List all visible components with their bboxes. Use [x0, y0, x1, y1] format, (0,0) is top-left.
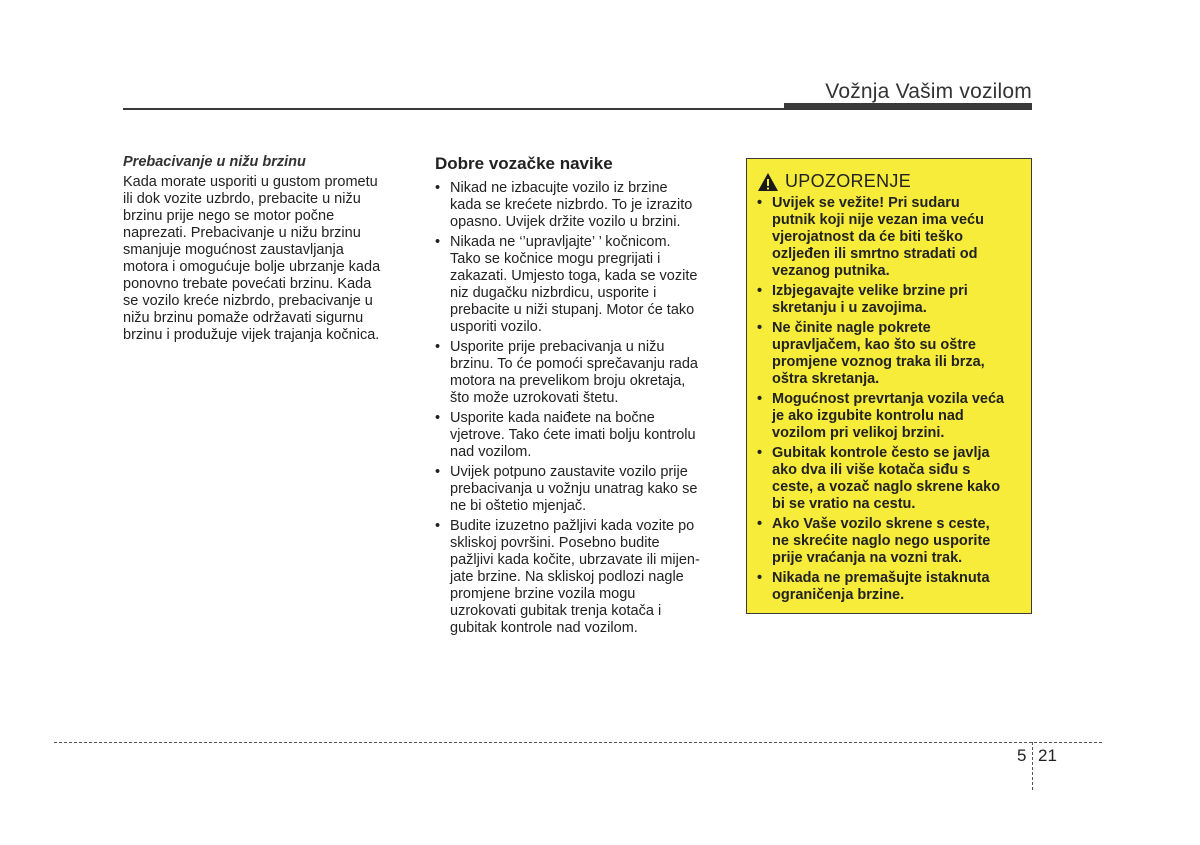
- header-rule-accent: [784, 103, 1032, 109]
- bullet-icon: •: [435, 234, 441, 250]
- bullet-icon: •: [435, 339, 441, 355]
- list-item: • Usporite prije prebacivanja u nižu brzinu. To će pomoći sprečavanju rada motora na prevelikom broju okretaja, što može uzrokovati štetu.: [435, 339, 698, 406]
- page-header-title: Vožnja Vašim vozilom: [825, 80, 1032, 103]
- middle-heading: Dobre vozačke navike: [435, 154, 613, 173]
- warning-triangle-icon: [757, 172, 779, 192]
- bullet-icon: •: [435, 180, 441, 196]
- bullet-icon: •: [757, 283, 763, 299]
- warning-list: [757, 195, 1021, 604]
- bullet-icon: •: [757, 195, 763, 211]
- list-item: • Nikada ne premašujte istaknuta ograničenja brzine.: [757, 570, 990, 603]
- footer-divider: [54, 742, 1102, 743]
- left-column: [123, 154, 413, 344]
- bullet-icon: •: [757, 320, 763, 336]
- bullet-icon: •: [757, 391, 763, 407]
- list-item: • Nikad ne izbacujte vozilo iz brzine kada se krećete nizbrdo. To je izrazito opasno. Uvijek držite vozilo u brzini.: [435, 180, 693, 230]
- list-item: • Nikada ne ‘’upravljajte’ ’ kočnicom. Tako se kočnice mogu pregrijati i zakazati. Umjesto toga, kada se vozite niz dugačku nizbrdicu, usporite i prebacite u niži stupanj. Motor će tako usporiti vozilo.: [435, 234, 698, 335]
- driving-habits-list: [435, 180, 730, 637]
- middle-column: [435, 154, 730, 640]
- page-number: 21: [1038, 746, 1057, 765]
- warning-header: [757, 171, 1021, 192]
- warning-title: UPOZORENJE: [785, 171, 912, 191]
- list-item: • Ne činite nagle pokrete upravljačem, kao što su oštre promjene voznog traka ili brza, oštra skretanja.: [757, 320, 985, 387]
- bullet-icon: •: [757, 570, 763, 586]
- list-item: • Ako Vaše vozilo skrene s ceste, ne skrećite naglo nego usporite prije vraćanja na vozni trak.: [757, 516, 991, 566]
- list-item: • Mogućnost prevrtanja vozila veća je ako izgubite kontrolu nad vozilom pri velikoj brzini.: [757, 391, 1005, 441]
- left-subheading: Prebacivanje u nižu brzinu: [123, 154, 306, 170]
- bullet-icon: •: [435, 518, 441, 534]
- left-body-text: Kada morate usporiti u gustom prometu ili dok vozite uzbrdo, prebacite u nižu brzinu prije nego se motor počne naprezati. Prebacivanje u nižu brzinu smanjuje mogućnost zaustavljanja motora i omogućuje bolje ubrzanje kada ponovno trebate povećati brzinu. Kada se vozilo kreće nizbrdo, prebacivanje u nižu brzinu pomaže održavati sigurnu brzinu i produžuje vijek trajanja kočnica.: [123, 174, 381, 343]
- list-item: • Uvijek se vežite! Pri sudaru putnik koji nije vezan ima veću vjerojatnost da će biti teško ozljeđen ili smrtno stradati od vezanog putnika.: [757, 195, 984, 279]
- bullet-icon: •: [757, 516, 763, 532]
- list-item: • Izbjegavajte velike brzine pri skretanju i u zavojima.: [757, 283, 968, 316]
- footer-vertical-divider: [1032, 742, 1033, 790]
- list-item: • Budite izuzetno pažljivi kada vozite po skliskoj površini. Posebno budite pažljivi kada kočite, ubrzavate ili mijen- jate brzine. Na skliskoj podlozi nagle promjene brzine vozila mogu uzrokovati gubitak trenja kotača i gubitak kontrole nad vozilom.: [435, 518, 700, 636]
- bullet-icon: •: [757, 445, 763, 461]
- list-item: • Uvijek potpuno zaustavite vozilo prije prebacivanja u vožnju unatrag kako se ne bi oštetio mjenjač.: [435, 464, 698, 514]
- warning-box: [746, 158, 1032, 614]
- section-number: 5: [1017, 746, 1027, 765]
- bullet-icon: •: [435, 464, 441, 480]
- list-item: • Usporite kada naiđete na bočne vjetrove. Tako ćete imati bolju kontrolu nad vozilom.: [435, 410, 696, 460]
- bullet-icon: •: [435, 410, 441, 426]
- list-item: • Gubitak kontrole često se javlja ako dva ili više kotača siđu s ceste, a vozač naglo skrene kako bi se vratio na cestu.: [757, 445, 1001, 512]
